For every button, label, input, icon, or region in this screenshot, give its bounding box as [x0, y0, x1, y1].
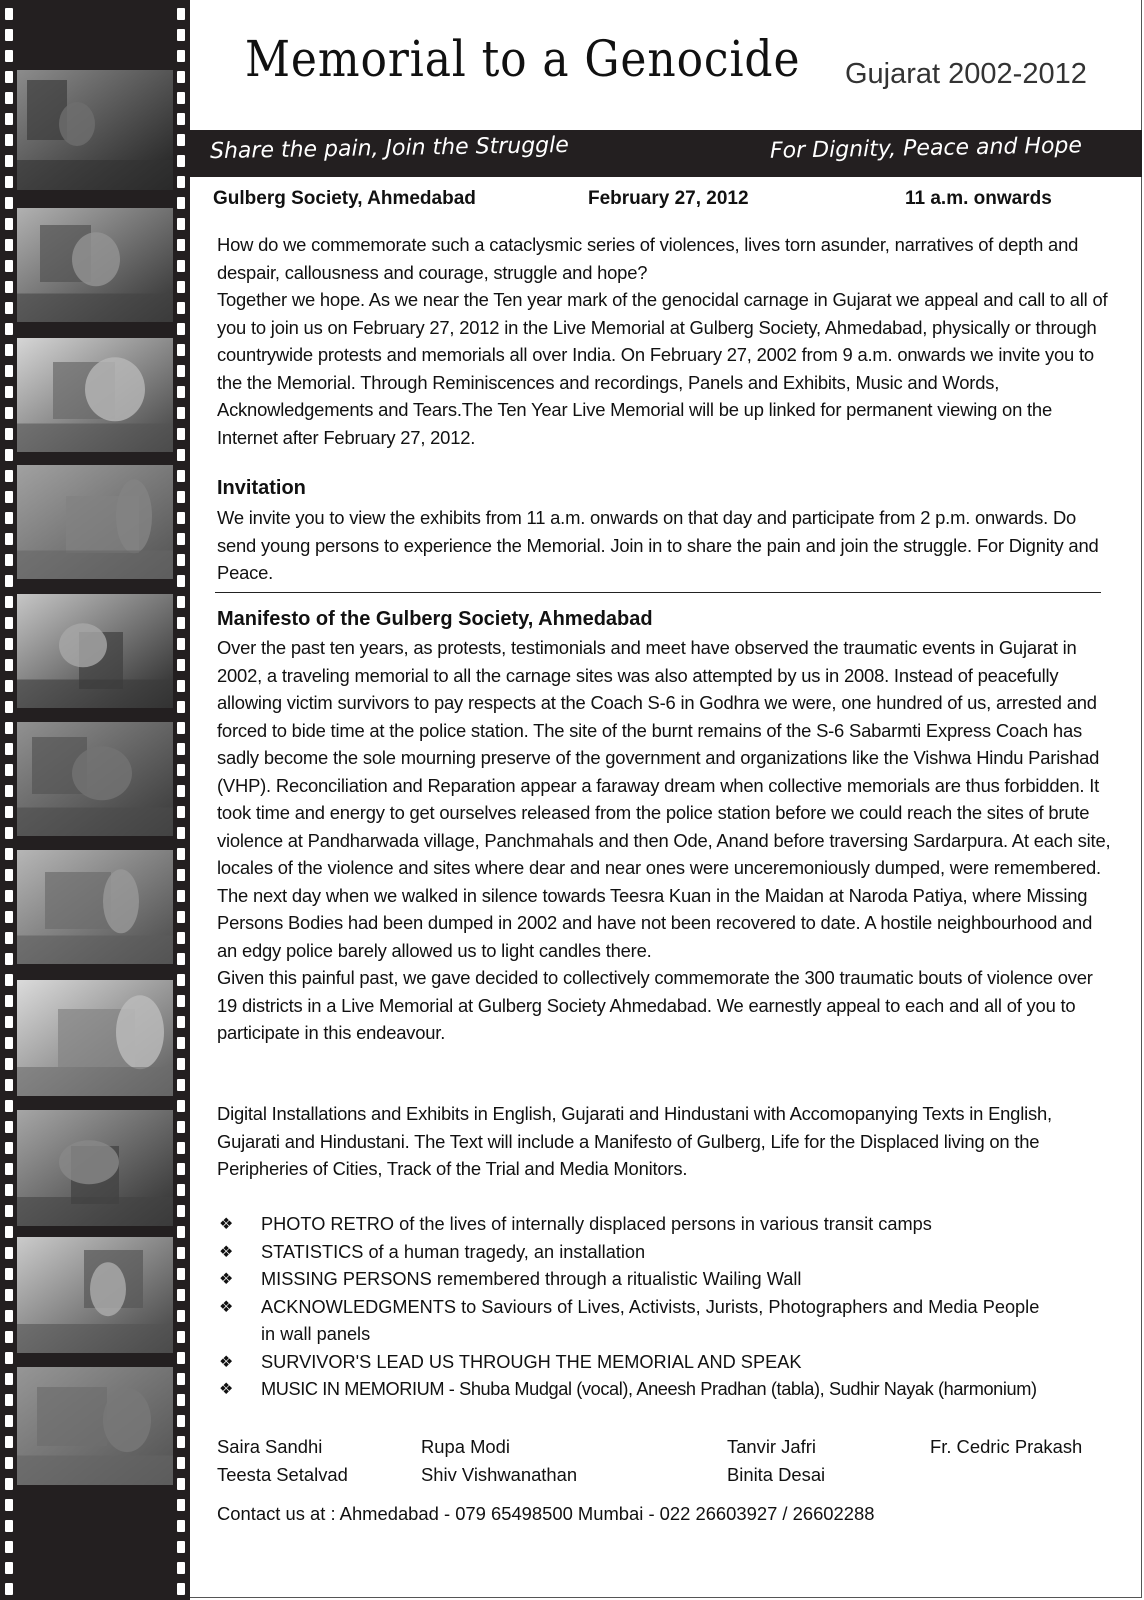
sprocket-hole: [5, 827, 13, 839]
signatory-name: Binita Desai: [727, 1464, 826, 1485]
sprocket-hole: [5, 470, 13, 482]
sprocket-hole: [177, 617, 185, 629]
sprocket-hole: [177, 1541, 185, 1553]
sprocket-hole: [177, 1016, 185, 1028]
man-portrait-photo: [17, 1110, 173, 1226]
sprocket-hole: [177, 1121, 185, 1133]
tagline-left: Share the pain, Join the Struggle: [209, 132, 570, 165]
sprocket-hole: [5, 1037, 13, 1049]
signatory-column: [217, 1433, 348, 1489]
intro-paragraph: How do we commemorate such a cataclysmic series of violences, lives torn asunder, narratives of depth and despair, callousness and courage, struggle and hope?: [217, 234, 1079, 283]
sprocket-hole: [5, 239, 13, 251]
sprocket-hole: [5, 1562, 13, 1574]
ruined-wall-photo: [17, 338, 173, 452]
sprocket-hole: [5, 71, 13, 83]
sprocket-hole: [5, 281, 13, 293]
ruined-house-photo: [17, 594, 173, 708]
sprocket-hole: [177, 1037, 185, 1049]
sprocket-hole: [5, 974, 13, 986]
manifesto-paragraph: Over the past ten years, as protests, testimonials and meet have observed the traumatic events in Gujarat in 2002, a traveling memorial to all the carnage sites was also attempted by us in 2008. Instead of peacefully allowing victim survivors to pay respects at the Coach S-6 in Godhra we were, one hundred of us, arrested and forced to bide time at the police station. The site of the burnt remains of the S-6 Sabarmti Express Coach has sadly become the sole mourning preserve of the government and organizations like the Vishwa Hindu Parishad (VHP). Reconciliation and Reparation appear a faraway dream when collective memorials are thus forbidden. It took time and energy to get ourselves released from the police station before we could reach the sites of brute violence at Pandharwada village, Panchmahals and then Ode, Anand before traversing Sardarpura. At each site, locales of the violence and sites where dear and near ones were unceremoniously dumped, were remembered. The next day when we walked in silence towards Teesra Kuan in the Maidan at Naroda Patiya, where Missing Persons Bodies had been dumped in 2002 and have not been recovered to date. A hostile neighbourhood and an edgy police barely allowed us to light candles there.: [217, 637, 1111, 961]
sprocket-hole: [5, 1058, 13, 1070]
sprocket-hole: [5, 1583, 13, 1595]
sprocket-hole: [5, 575, 13, 587]
sprocket-hole: [177, 1436, 185, 1448]
women-field-photo: [17, 465, 173, 579]
sprocket-hole: [5, 890, 13, 902]
sprocket-hole: [5, 932, 13, 944]
sprocket-hole: [177, 1583, 185, 1595]
sprocket-hole: [177, 890, 185, 902]
sprocket-hole: [5, 1289, 13, 1301]
sprocket-hole: [5, 1436, 13, 1448]
sprocket-hole: [177, 239, 185, 251]
list-item: ❖ ACKNOWLEDGMENTS to Saviours of Lives, Activists, Jurists, Photographers and Media People in wall panels: [217, 1294, 1041, 1349]
sprocket-hole: [5, 701, 13, 713]
sprocket-hole: [5, 155, 13, 167]
diamond-bullet-icon: ❖: [219, 1216, 234, 1233]
sprocket-hole: [5, 512, 13, 524]
sprocket-hole: [5, 1352, 13, 1364]
sprocket-hole: [177, 596, 185, 608]
sprocket-hole: [5, 386, 13, 398]
sprocket-hole: [5, 407, 13, 419]
sprocket-hole: [177, 428, 185, 440]
sprocket-hole: [177, 155, 185, 167]
sprocket-hole: [177, 365, 185, 377]
sprocket-hole: [177, 344, 185, 356]
sprocket-hole: [177, 8, 185, 20]
sprocket-hole: [5, 1226, 13, 1238]
sprocket-hole: [5, 1142, 13, 1154]
sprocket-hole: [177, 491, 185, 503]
event-place: Gulberg Society, Ahmedabad: [213, 188, 476, 209]
sprocket-hole: [177, 911, 185, 923]
elder-man-photo: [17, 722, 173, 836]
page-title: Memorial to a Genocide: [245, 30, 801, 88]
sprocket-hole: [5, 1457, 13, 1469]
contact-line: Contact us at : Ahmedabad - 079 65498500 Mumbai - 022 26603927 / 26602288: [217, 1503, 875, 1524]
sprocket-hole: [177, 407, 185, 419]
sprocket-hole: [177, 701, 185, 713]
sprocket-hole: [177, 512, 185, 524]
building-photo: [17, 70, 173, 190]
manifesto-section: [217, 634, 1117, 1047]
sprocket-hole: [177, 827, 185, 839]
section-divider: [215, 592, 1101, 593]
sprocket-hole: [5, 1163, 13, 1175]
sprocket-hole: [177, 1184, 185, 1196]
sprocket-hole: [177, 575, 185, 587]
sprocket-hole: [5, 344, 13, 356]
sprocket-hole: [177, 92, 185, 104]
event-time: 11 a.m. onwards: [905, 188, 1052, 209]
sprocket-hole: [5, 113, 13, 125]
diamond-bullet-icon: ❖: [219, 1271, 234, 1288]
family-window-photo: [17, 980, 173, 1096]
sprocket-hole: [5, 1247, 13, 1259]
sprocket-hole: [5, 680, 13, 692]
sprocket-hole: [5, 869, 13, 881]
sprocket-hole: [177, 1079, 185, 1091]
signatory-name: Tanvir Jafri: [727, 1436, 816, 1457]
list-item: ❖ SURVIVOR'S LEAD US THROUGH THE MEMORIAL AND SPEAK: [217, 1349, 1041, 1377]
diamond-bullet-icon: ❖: [219, 1298, 234, 1316]
sprocket-hole: [177, 281, 185, 293]
sprocket-hole: [177, 722, 185, 734]
intro-paragraph: Together we hope. As we near the Ten year mark of the genocidal carnage in Gujarat we appeal and call to all of you to join us on February 27, 2012 in the Live Memorial at Gulberg Society, Ahmedabad, physically or through countrywide protests and memorials all over India. On February 27, 2002 from 9 a.m. onwards we invite you to the the Memorial. Through Reminiscences and recordings, Panels and Exhibits, Music and Words, Acknowledgements and Tears.The Ten Year Live Memorial will be up linked for permanent viewing on the Internet after February 27, 2012.: [217, 289, 1108, 448]
sprocket-hole: [5, 1079, 13, 1091]
sprocket-hole: [5, 134, 13, 146]
manifesto-paragraph: Given this painful past, we gave decided to collectively commemorate the 300 traumatic bouts of violence over 19 districts in a Live Memorial at Gulberg Society Ahmedabad. We earnestly appeal to each and all of you to participate in this endeavour.: [217, 967, 1093, 1043]
sprocket-hole: [177, 1499, 185, 1511]
sprocket-hole: [5, 1331, 13, 1343]
sprocket-hole: [177, 1373, 185, 1385]
sprocket-hole: [177, 848, 185, 860]
signatory-name: Fr. Cedric Prakash: [930, 1436, 1083, 1457]
sprocket-hole: [5, 29, 13, 41]
signatory-name: Shiv Vishwanathan: [421, 1464, 578, 1485]
event-date: February 27, 2012: [588, 188, 749, 209]
sprocket-hole: [177, 533, 185, 545]
sprocket-hole: [177, 554, 185, 566]
sprocket-hole: [177, 1163, 185, 1175]
injured-man-photo: [17, 1367, 173, 1485]
sprocket-hole: [177, 1562, 185, 1574]
sprocket-hole: [5, 1394, 13, 1406]
sprocket-hole: [5, 911, 13, 923]
sprocket-hole: [5, 428, 13, 440]
sprocket-hole: [177, 176, 185, 188]
sprocket-hole: [177, 743, 185, 755]
sprocket-hole: [177, 50, 185, 62]
sprocket-hole: [177, 302, 185, 314]
sprocket-hole: [5, 848, 13, 860]
sprocket-hole: [5, 323, 13, 335]
sprocket-hole: [5, 722, 13, 734]
sprocket-hole: [5, 995, 13, 1007]
signatory-column: [727, 1433, 825, 1489]
sprocket-hole: [5, 1373, 13, 1385]
installations-text: Digital Installations and Exhibits in English, Gujarati and Hindustani with Accomopanying Texts in English, Gujarati and Hindustani. The Text will include a Manifesto of Gulberg, Life for the Displaced living on the Peripheries of Cities, Track of the Trial and Media Monitors.: [217, 1103, 1052, 1179]
sprocket-hole: [177, 1310, 185, 1322]
sprocket-hole: [5, 1016, 13, 1028]
intro-section: [217, 231, 1117, 451]
sprocket-hole: [5, 953, 13, 965]
manifesto-heading: Manifesto of the Gulberg Society, Ahmedabad: [217, 608, 653, 630]
sprocket-hole: [177, 764, 185, 776]
sprocket-hole: [177, 260, 185, 272]
sprocket-hole: [177, 1457, 185, 1469]
signatory-name: Rupa Modi: [421, 1436, 510, 1457]
sprocket-hole: [177, 1331, 185, 1343]
sprocket-hole: [177, 680, 185, 692]
list-item: ❖ STATISTICS of a human tragedy, an installation: [217, 1239, 1041, 1267]
film-strip: [0, 0, 190, 1600]
sprocket-hole: [5, 1415, 13, 1427]
sprocket-hole: [5, 176, 13, 188]
sprocket-hole: [177, 1268, 185, 1280]
sprocket-hole: [5, 785, 13, 797]
sprocket-hole: [177, 995, 185, 1007]
list-item: ❖ MUSIC IN MEMORIUM - Shuba Mudgal (vocal), Aneesh Pradhan (tabla), Sudhir Nayak (harmonium): [217, 1376, 1041, 1404]
sprocket-hole: [177, 785, 185, 797]
sprocket-hole: [177, 323, 185, 335]
sprocket-hole: [5, 1121, 13, 1133]
sprocket-hole: [5, 1205, 13, 1217]
sprocket-hole: [5, 743, 13, 755]
sprocket-hole: [177, 1226, 185, 1238]
list-item: ❖ PHOTO RETRO of the lives of internally displaced persons in various transit camps: [217, 1211, 1041, 1239]
diamond-bullet-icon: ❖: [219, 1243, 234, 1261]
sprocket-hole: [5, 659, 13, 671]
sprocket-hole: [5, 197, 13, 209]
sprocket-hole: [5, 1184, 13, 1196]
sprocket-hole: [177, 1289, 185, 1301]
sprocket-hole: [177, 134, 185, 146]
sprocket-hole: [177, 386, 185, 398]
sprocket-hole: [5, 1100, 13, 1112]
sprocket-hole: [177, 1478, 185, 1490]
sprocket-hole: [5, 1520, 13, 1532]
signatory-column: [421, 1433, 577, 1489]
sprocket-hole: [5, 1310, 13, 1322]
sprocket-hole: [177, 197, 185, 209]
signatory-column: [930, 1433, 1082, 1461]
sprocket-hole: [177, 932, 185, 944]
diamond-bullet-icon: ❖: [219, 1381, 233, 1398]
sprocket-hole: [177, 470, 185, 482]
sprocket-hole: [5, 365, 13, 377]
sprocket-hole: [5, 50, 13, 62]
sprocket-hole: [177, 974, 185, 986]
sprocket-hole: [5, 260, 13, 272]
sprocket-hole: [177, 449, 185, 461]
signatory-name: Teesta Setalvad: [217, 1464, 348, 1485]
sprocket-hole: [5, 764, 13, 776]
sprocket-hole: [177, 29, 185, 41]
sprocket-hole: [5, 806, 13, 818]
invitation-heading: Invitation: [217, 477, 306, 499]
family-interior-photo: [17, 1237, 173, 1353]
invitation-text: We invite you to view the exhibits from 11 a.m. onwards on that day and participate from 2 p.m. onwards. Do send young persons to experience the Memorial. Join in to share the pain and join the struggle. For Dignity and Peace.: [217, 507, 1099, 583]
sprocket-hole: [5, 638, 13, 650]
sprocket-hole: [5, 533, 13, 545]
sprocket-hole: [177, 1352, 185, 1364]
sprocket-hole: [177, 659, 185, 671]
year-range: Gujarat 2002-2012: [845, 58, 1087, 90]
sprocket-hole: [177, 1394, 185, 1406]
sprocket-hole: [5, 596, 13, 608]
tagline-right: For Dignity, Peace and Hope: [769, 133, 1083, 164]
sprocket-hole: [177, 806, 185, 818]
sprocket-hole: [5, 1541, 13, 1553]
sprocket-hole: [177, 71, 185, 83]
sprocket-hole: [5, 449, 13, 461]
sprocket-hole: [5, 218, 13, 230]
diamond-bullet-icon: ❖: [219, 1353, 234, 1371]
sprocket-hole: [177, 869, 185, 881]
sprocket-hole: [5, 8, 13, 20]
woman-portrait-photo: [17, 208, 173, 322]
program-list: [217, 1211, 1041, 1404]
sprocket-hole: [5, 302, 13, 314]
sprocket-hole: [5, 1499, 13, 1511]
sprocket-hole: [177, 1142, 185, 1154]
sprocket-hole: [177, 113, 185, 125]
sprocket-hole: [177, 1058, 185, 1070]
sprocket-hole: [5, 1478, 13, 1490]
sprocket-hole: [177, 1205, 185, 1217]
sprocket-hole: [5, 92, 13, 104]
sprocket-hole: [177, 953, 185, 965]
sprocket-hole: [177, 638, 185, 650]
sprocket-hole: [5, 491, 13, 503]
sprocket-hole: [5, 617, 13, 629]
list-item: ❖ MISSING PERSONS remembered through a ritualistic Wailing Wall: [217, 1266, 1041, 1294]
sprocket-hole: [177, 1415, 185, 1427]
sprocket-hole: [5, 1268, 13, 1280]
elderly-woman-photo: [17, 850, 173, 964]
signatory-name: Saira Sandhi: [217, 1436, 323, 1457]
sprocket-hole: [177, 218, 185, 230]
sprocket-hole: [177, 1520, 185, 1532]
sprocket-hole: [5, 554, 13, 566]
sprocket-hole: [177, 1247, 185, 1259]
sprocket-hole: [177, 1100, 185, 1112]
